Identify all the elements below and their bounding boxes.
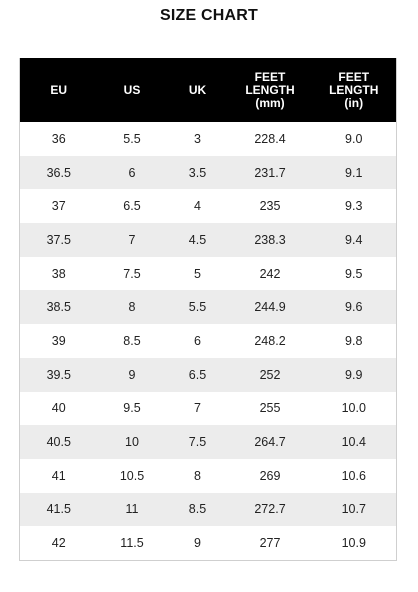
header-feet-length-in: FEET LENGTH (in) bbox=[312, 58, 397, 122]
header-uk: UK bbox=[167, 58, 229, 122]
cell-us: 6 bbox=[98, 156, 167, 190]
cell-feet-length-in: 9.5 bbox=[312, 257, 397, 291]
cell-uk: 4 bbox=[167, 189, 229, 223]
table-row bbox=[20, 392, 397, 426]
cell-uk: 8.5 bbox=[167, 493, 229, 527]
cell-uk: 5.5 bbox=[167, 290, 229, 324]
cell-us: 8.5 bbox=[98, 324, 167, 358]
table-row bbox=[20, 290, 397, 324]
table-row bbox=[20, 358, 397, 392]
cell-feet-length-mm: 248.2 bbox=[229, 324, 312, 358]
header-row bbox=[20, 58, 397, 122]
cell-feet-length-mm: 255 bbox=[229, 392, 312, 426]
cell-eu: 38.5 bbox=[20, 290, 98, 324]
cell-feet-length-in: 9.8 bbox=[312, 324, 397, 358]
cell-us: 11.5 bbox=[98, 526, 167, 560]
cell-uk: 3 bbox=[167, 122, 229, 156]
cell-feet-length-in: 10.0 bbox=[312, 392, 397, 426]
cell-feet-length-mm: 238.3 bbox=[229, 223, 312, 257]
cell-eu: 40 bbox=[20, 392, 98, 426]
cell-feet-length-in: 9.0 bbox=[312, 122, 397, 156]
cell-feet-length-in: 10.9 bbox=[312, 526, 397, 560]
cell-feet-length-mm: 252 bbox=[229, 358, 312, 392]
cell-uk: 7.5 bbox=[167, 425, 229, 459]
cell-eu: 37.5 bbox=[20, 223, 98, 257]
cell-us: 6.5 bbox=[98, 189, 167, 223]
cell-uk: 3.5 bbox=[167, 156, 229, 190]
header-feet-length-mm: FEET LENGTH (mm) bbox=[229, 58, 312, 122]
cell-feet-length-mm: 272.7 bbox=[229, 493, 312, 527]
cell-us: 9.5 bbox=[98, 392, 167, 426]
cell-feet-length-in: 9.4 bbox=[312, 223, 397, 257]
cell-us: 10.5 bbox=[98, 459, 167, 493]
table-row bbox=[20, 324, 397, 358]
cell-eu: 36 bbox=[20, 122, 98, 156]
table-row bbox=[20, 459, 397, 493]
cell-uk: 6 bbox=[167, 324, 229, 358]
cell-feet-length-mm: 242 bbox=[229, 257, 312, 291]
cell-feet-length-in: 9.6 bbox=[312, 290, 397, 324]
cell-feet-length-mm: 244.9 bbox=[229, 290, 312, 324]
cell-feet-length-mm: 235 bbox=[229, 189, 312, 223]
cell-feet-length-in: 10.6 bbox=[312, 459, 397, 493]
header-us: US bbox=[98, 58, 167, 122]
cell-us: 10 bbox=[98, 425, 167, 459]
cell-feet-length-mm: 264.7 bbox=[229, 425, 312, 459]
cell-feet-length-in: 10.4 bbox=[312, 425, 397, 459]
table-row bbox=[20, 223, 397, 257]
cell-feet-length-mm: 228.4 bbox=[229, 122, 312, 156]
cell-eu: 41.5 bbox=[20, 493, 98, 527]
cell-uk: 9 bbox=[167, 526, 229, 560]
cell-uk: 4.5 bbox=[167, 223, 229, 257]
cell-uk: 8 bbox=[167, 459, 229, 493]
size-chart-table bbox=[19, 58, 397, 561]
cell-us: 7.5 bbox=[98, 257, 167, 291]
cell-feet-length-in: 9.9 bbox=[312, 358, 397, 392]
header-eu: EU bbox=[20, 58, 98, 122]
cell-uk: 5 bbox=[167, 257, 229, 291]
cell-feet-length-mm: 231.7 bbox=[229, 156, 312, 190]
table-body bbox=[20, 122, 397, 560]
cell-us: 11 bbox=[98, 493, 167, 527]
cell-uk: 7 bbox=[167, 392, 229, 426]
cell-eu: 41 bbox=[20, 459, 98, 493]
table-row bbox=[20, 156, 397, 190]
cell-feet-length-mm: 277 bbox=[229, 526, 312, 560]
table-row bbox=[20, 122, 397, 156]
table-row bbox=[20, 189, 397, 223]
table-row bbox=[20, 526, 397, 560]
cell-eu: 36.5 bbox=[20, 156, 98, 190]
cell-eu: 42 bbox=[20, 526, 98, 560]
cell-eu: 38 bbox=[20, 257, 98, 291]
page-title: SIZE CHART bbox=[160, 7, 258, 24]
cell-uk: 6.5 bbox=[167, 358, 229, 392]
cell-eu: 39.5 bbox=[20, 358, 98, 392]
cell-feet-length-in: 9.3 bbox=[312, 189, 397, 223]
cell-eu: 40.5 bbox=[20, 425, 98, 459]
cell-feet-length-mm: 269 bbox=[229, 459, 312, 493]
cell-eu: 37 bbox=[20, 189, 98, 223]
table-row bbox=[20, 493, 397, 527]
cell-us: 5.5 bbox=[98, 122, 167, 156]
table-row bbox=[20, 425, 397, 459]
cell-us: 7 bbox=[98, 223, 167, 257]
table-row bbox=[20, 257, 397, 291]
cell-feet-length-in: 9.1 bbox=[312, 156, 397, 190]
cell-eu: 39 bbox=[20, 324, 98, 358]
cell-us: 8 bbox=[98, 290, 167, 324]
cell-feet-length-in: 10.7 bbox=[312, 493, 397, 527]
cell-us: 9 bbox=[98, 358, 167, 392]
